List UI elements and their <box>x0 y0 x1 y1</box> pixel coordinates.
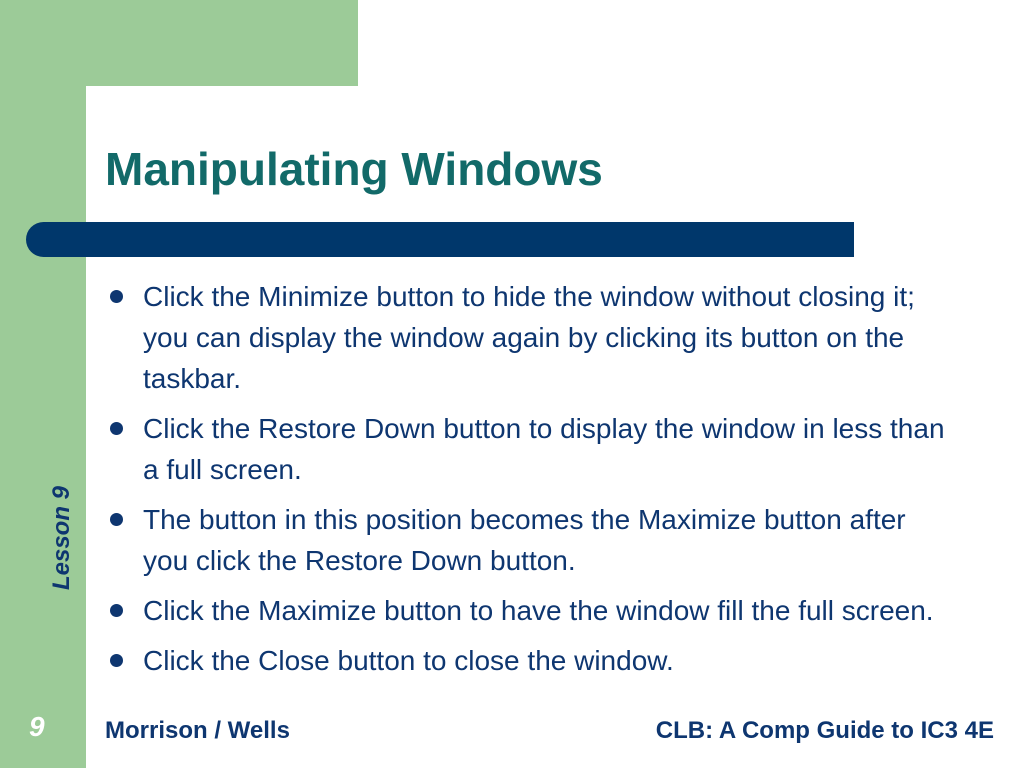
bullet-list <box>105 276 955 690</box>
bullet-text: Click the Minimize button to hide the window without closing it; you can display the window again by clicking its button on the taskbar. <box>143 281 915 394</box>
bullet-item-minimize <box>105 276 955 399</box>
bullet-dot-icon <box>110 654 123 667</box>
bullet-dot-icon <box>110 422 123 435</box>
bullet-item-restore-down <box>105 408 955 490</box>
bullet-text: The button in this position becomes the Maximize button after you click the Restore Down button. <box>143 504 906 576</box>
left-frame-bar <box>0 0 86 768</box>
bullet-dot-icon <box>110 290 123 303</box>
bullet-item-close <box>105 640 955 681</box>
bullet-text: Click the Maximize button to have the window fill the full screen. <box>143 595 934 626</box>
bullet-item-maximize-position <box>105 499 955 581</box>
title-underline-bar <box>26 222 854 257</box>
top-frame-block <box>0 0 358 86</box>
slide-page-number: 9 <box>29 711 45 742</box>
lesson-side-label: Lesson 9 <box>48 485 75 591</box>
bullet-dot-icon <box>110 604 123 617</box>
bullet-item-maximize <box>105 590 955 631</box>
bullet-text: Click the Close button to close the window. <box>143 645 674 676</box>
footer-book-title: CLB: A Comp Guide to IC3 4E <box>655 717 994 744</box>
footer-authors: Morrison / Wells <box>105 717 290 744</box>
bullet-text: Click the Restore Down button to display the window in less than a full screen. <box>143 413 945 485</box>
bullet-dot-icon <box>110 513 123 526</box>
slide-title: Manipulating Windows <box>105 143 603 195</box>
